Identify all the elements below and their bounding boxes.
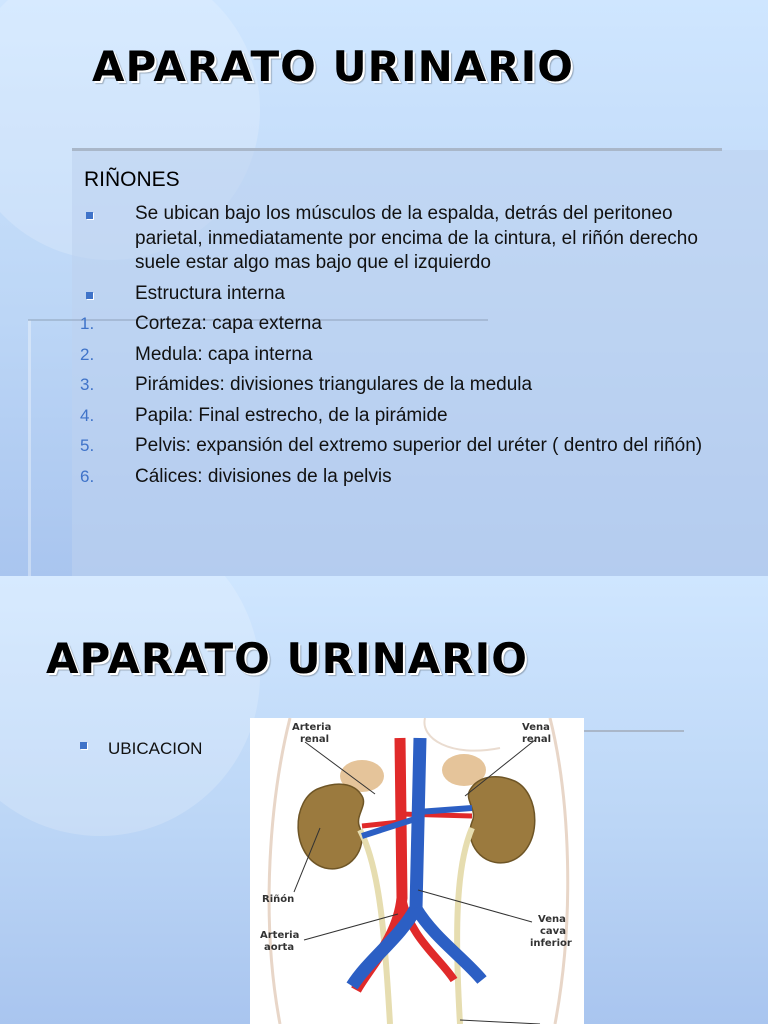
figure-label: Arteria — [260, 930, 300, 941]
list-item — [80, 202, 730, 276]
divider-line — [584, 730, 684, 732]
slide-title: APARATO URINARIO — [92, 42, 574, 91]
slide-title: APARATO URINARIO — [46, 634, 528, 683]
list-item — [80, 373, 730, 398]
section-heading: RIÑONES — [84, 168, 180, 191]
bullet-icon — [80, 742, 87, 749]
list-item-text: Pirámides: divisiones triangulares de la medula — [135, 374, 533, 395]
divider-line — [72, 148, 722, 151]
ureter — [457, 828, 472, 1024]
left-kidney — [298, 784, 363, 869]
figure-label: renal — [522, 734, 552, 745]
ureter — [360, 830, 390, 1024]
divider-line — [28, 320, 31, 576]
figure-label: Arteria — [292, 722, 332, 733]
list-item — [80, 282, 730, 307]
slide-2 — [0, 576, 768, 1024]
right-kidney — [468, 777, 534, 863]
list-number: 4. — [80, 405, 95, 425]
renal-artery — [400, 814, 472, 816]
figure-label: Riñón — [262, 894, 295, 905]
list-item-text: Cálices: divisiones de la pelvis — [135, 465, 392, 487]
list-item-text: Pelvis: expansión del extremo superior del uréter ( dentro del riñón) — [135, 435, 703, 456]
list-item — [80, 312, 730, 337]
leader-line — [418, 890, 532, 922]
kidney-anatomy-figure — [250, 718, 584, 1024]
bullet-icon — [80, 202, 120, 227]
figure-label: inferior — [530, 938, 572, 949]
background-decoration — [0, 576, 260, 836]
leader-line — [460, 1020, 540, 1024]
list-number: 5. — [80, 436, 95, 455]
list-number: 1. — [80, 314, 95, 333]
list-item — [80, 404, 730, 429]
figure-label: aorta — [264, 942, 295, 953]
list-item — [80, 343, 730, 368]
list-item-text: UBICACION — [108, 739, 203, 758]
list-item — [80, 465, 730, 490]
list-item-text: Corteza: capa externa — [135, 313, 322, 334]
list-item-text: Medula: capa interna — [135, 343, 313, 365]
figure-label: Vena — [538, 914, 566, 925]
list-item-text: Papila: Final estrecho, de la pirámide — [135, 404, 448, 426]
bullet-icon — [80, 282, 120, 307]
content-list — [80, 202, 730, 495]
kidney-anatomy-illustration — [250, 718, 584, 1024]
figure-label: Vena — [522, 722, 550, 733]
renal-vein — [418, 808, 472, 812]
list-number: 3. — [80, 375, 95, 394]
list-item-text: Estructura interna — [135, 282, 285, 304]
list-number: 2. — [80, 344, 95, 364]
figure-label: renal — [300, 734, 330, 745]
figure-label: cava — [540, 926, 566, 937]
list-item-text: Se ubican bajo los músculos de la espalda, detrás del peritoneo parietal, inmediatamente por encima de la cintura, el riñón derecho suele estar algo mas bajo que el izquierdo — [135, 203, 698, 273]
list-item — [80, 434, 730, 459]
list-number: 6. — [80, 466, 95, 486]
